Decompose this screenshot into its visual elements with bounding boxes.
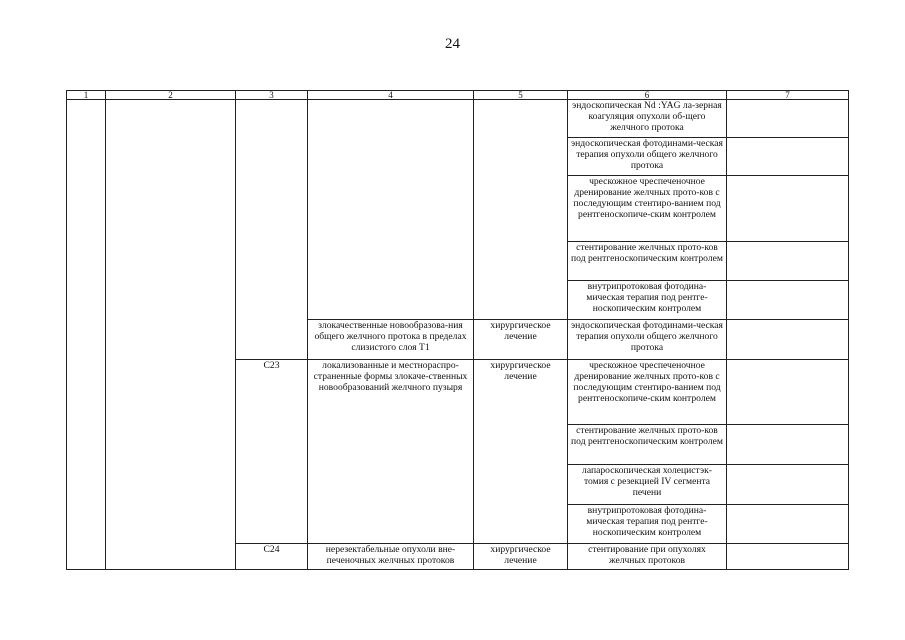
method-cell: эндоскопическая Nd :YAG ла-зерная коагуляция опухоли об-щего желчного протока <box>568 100 727 138</box>
cell-col7 <box>727 425 849 465</box>
diagnosis-cell: злокачественные новообразова-ния общего желчного протока в пределах слизистого слоя T1 <box>308 320 474 360</box>
cell-col5 <box>474 100 568 320</box>
column-header: 2 <box>106 91 236 100</box>
method-cell: чрескожное чреспеченочное дренирование желчных прото-ков с последующим стентиро-ванием под рентгеноскопиче-ским контролем <box>568 360 727 425</box>
cell-col7 <box>727 176 849 242</box>
column-header: 5 <box>474 91 568 100</box>
cell-col3 <box>236 100 308 360</box>
method-cell: лапароскопическая холецистэк-томия с резекцией IV сегмента печени <box>568 465 727 505</box>
method-cell: стентирование желчных прото-ков под рентгеноскопическим контролем <box>568 242 727 281</box>
method-cell: стентирование при опухолях желчных протоков <box>568 544 727 570</box>
cell-col4 <box>308 100 474 320</box>
cell-col7 <box>727 505 849 544</box>
column-header: 3 <box>236 91 308 100</box>
method-cell: внутрипротоковая фотодина-мическая терапия под рентге-носкопическим контролем <box>568 281 727 320</box>
cell-col7 <box>727 138 849 176</box>
cell-col7 <box>727 320 849 360</box>
cell-col1 <box>67 100 106 570</box>
method-cell: чрескожное чреспеченочное дренирование желчных прото-ков с последующим стентиро-ванием под рентгеноскопиче-ским контролем <box>568 176 727 242</box>
cell-col7 <box>727 360 849 425</box>
method-cell: стентирование желчных прото-ков под рентгеноскопическим контролем <box>568 425 727 465</box>
cell-col7 <box>727 242 849 281</box>
cell-col7 <box>727 465 849 505</box>
treatment-cell: хирургическое лечение <box>474 320 568 360</box>
column-header: 7 <box>727 91 849 100</box>
column-header: 1 <box>67 91 106 100</box>
method-cell: эндоскопическая фотодинами-ческая терапия опухоли общего желчного протока <box>568 138 727 176</box>
procedures-table <box>66 90 849 570</box>
treatment-cell: хирургическое лечение <box>474 360 568 544</box>
code-cell: C24 <box>236 544 308 570</box>
header-row <box>67 91 849 100</box>
table-row <box>67 100 849 138</box>
method-cell: эндоскопическая фотодинами-ческая терапия опухоли общего желчного протока <box>568 320 727 360</box>
cell-col2 <box>106 100 236 570</box>
page-number: 24 <box>445 36 460 52</box>
diagnosis-cell: нерезектабельные опухоли вне-печеночных желчных протоков <box>308 544 474 570</box>
code-cell: C23 <box>236 360 308 544</box>
method-cell: внутрипротоковая фотодина-мическая терапия под рентге-носкопическим контролем <box>568 505 727 544</box>
cell-col7 <box>727 100 849 138</box>
cell-col7 <box>727 281 849 320</box>
column-header: 6 <box>568 91 727 100</box>
cell-col7 <box>727 544 849 570</box>
column-header: 4 <box>308 91 474 100</box>
treatment-cell: хирургическое лечение <box>474 544 568 570</box>
diagnosis-cell: локализованные и местнораспро-страненные формы злокаче-ственных новообразований желчного пузыря <box>308 360 474 544</box>
